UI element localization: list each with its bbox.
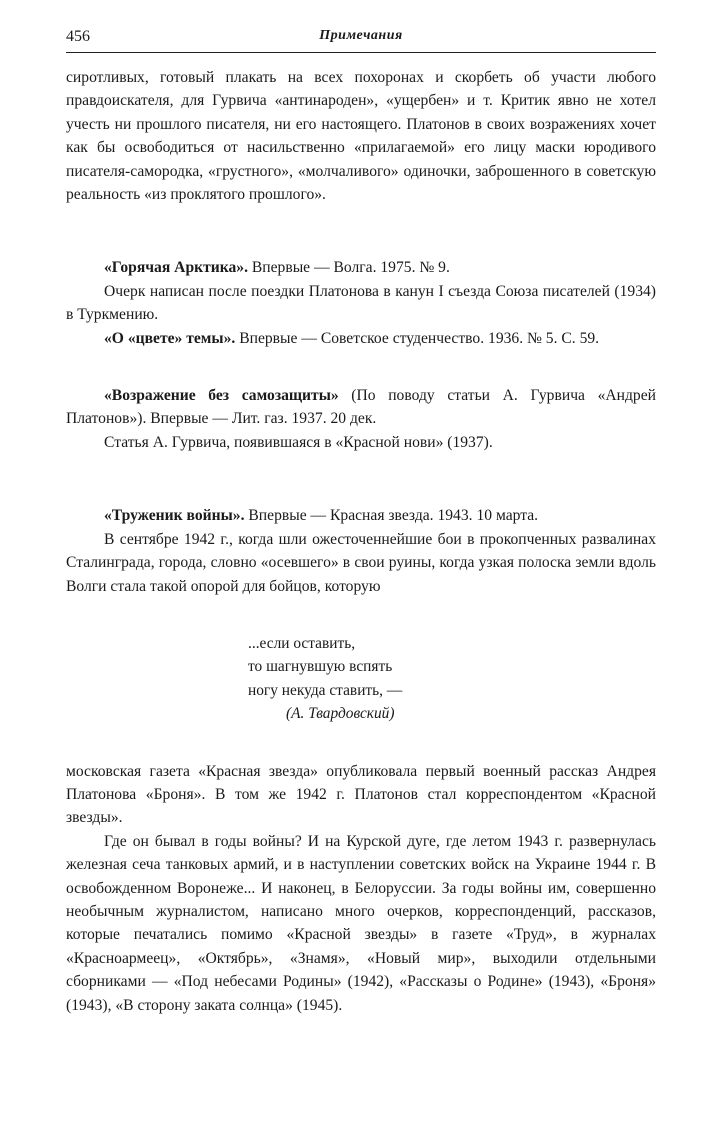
- entry-arctic-heading: [66, 256, 656, 279]
- spacer: [66, 206, 656, 256]
- entry-color-heading: [66, 327, 656, 350]
- poem-line: то шагнувшую вспять: [248, 658, 393, 676]
- spacer: [66, 726, 656, 760]
- poem-line: ...если оставить,: [248, 634, 356, 652]
- entry-color-title: «О «цвете» темы».: [104, 329, 236, 347]
- entry-arctic-source: Впервые — Волга. 1975. № 9.: [247, 259, 450, 277]
- spacer: [66, 598, 656, 632]
- poem-author: (А. Твардовский): [286, 705, 395, 723]
- entry-arctic-title: «Горячая Арктика».: [104, 259, 248, 277]
- closing-paragraph-1: московская газета «Красная звезда» опубликовала первый военный рассказ Андрея Платонова «Броня». В том же 1942 г. Платонов стал корреспондентом «Красной звезды».: [66, 762, 656, 827]
- page-body: [66, 66, 656, 1017]
- poem-quote: [248, 632, 656, 726]
- intro-paragraph: сиротливых, готовый плакать на всех похоронах и скорбеть об участи любого правдоискателя, для Гурвича «антинароден», «ущербен» и т. Критик явно не хотел учесть ни прошлого писателя, ни его настоящего. Платонов в своих возражениях хочет как бы освободиться от насильственно «прилагаемой» его лицу маски юродивого писателя-самородка, «грустного», «молчаливого» одиночки, заброшенного в советскую реальность «из проклятого прошлого».: [66, 69, 656, 204]
- entry-objection-heading: [66, 384, 656, 431]
- spacer: [66, 454, 656, 504]
- entry-toiler-source: Впервые — Красная звезда. 1943. 10 марта.: [244, 507, 539, 525]
- closing-paragraph-2: Где он бывал в годы войны? И на Курской дуге, где летом 1943 г. развернулась железная сеча танковых армий, и в наступлении советских войск на Украине 1944 г. В освобожденном Воронеже... И наконец, в Белоруссии. За годы войны им, совершенно необычным журналистом, написано много очерков, корреспонденций, рассказов, которые печатались помимо «Красной звезды» в газете «Труд», в журналах «Красноармеец», «Октябрь», «Знамя», «Новый мир», выходили отдельными сборниками — «Под небесами Родины» (1942), «Рассказы о Родине» (1943), «Броня» (1943), «В сторону заката солнца» (1945).: [66, 832, 656, 1014]
- entry-objection-source: (По поводу статьи А. Гурвича «Андрей Платонов»). Впервые — Лит. газ. 1937. 20 дек.: [66, 387, 656, 428]
- entry-color-source: Впервые — Советское студенчество. 1936. № 5. С. 59.: [235, 329, 600, 347]
- spacer: [66, 350, 656, 384]
- entry-toiler-note: В сентябре 1942 г., когда шли ожесточеннейшие бои в прокопченных развалинах Сталинграда, города, словно «осевшего» в свои руины, когда узкая полоска земли вдоль Волги стала такой опорой для бойцов, которую: [66, 530, 656, 595]
- entry-objection-note: Статья А. Гурвича, появившаяся в «Красной нови» (1937).: [104, 433, 493, 451]
- page-header: [66, 24, 656, 53]
- page-number: 456: [66, 28, 90, 45]
- entry-toiler-heading: [66, 504, 656, 527]
- entry-toiler-title: «Труженик войны».: [104, 507, 245, 525]
- entry-arctic-note: Очерк написан после поездки Платонова в канун I съезда Союза писателей (1934) в Туркмению.: [66, 282, 656, 324]
- running-title: Примечания: [319, 28, 403, 43]
- entry-objection-title: «Возражение без самозащиты»: [104, 387, 339, 405]
- poem-line: ногу некуда ставить, —: [248, 681, 403, 699]
